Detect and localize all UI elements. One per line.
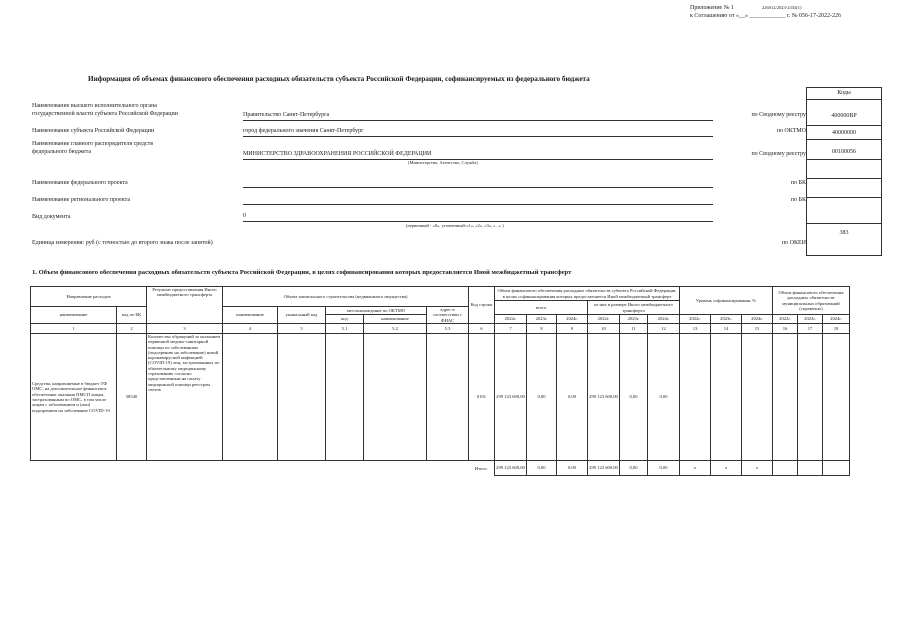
col-number: 8: [527, 324, 557, 334]
year-header: 2023г.: [527, 315, 557, 324]
unit-label: Единица измерения: руб (с точностью до второго знака после запятой): [32, 240, 213, 246]
code-grbs: 00100056: [807, 139, 881, 160]
code-regional-project: [807, 178, 881, 198]
appendix-label: Приложение № 1: [690, 5, 734, 11]
col-number: 4: [223, 324, 278, 334]
year-header: 2024г.: [557, 315, 588, 324]
header-unique: уникальный код: [278, 307, 326, 324]
col-number: 16: [773, 324, 798, 334]
col-number: 10: [588, 324, 620, 334]
cell-level-2024: [742, 334, 773, 461]
header-level: Уровень софинансирования, %: [680, 287, 773, 315]
cell-unique: [278, 334, 326, 461]
total-mun-2024: [823, 461, 850, 476]
col-number: 13: [680, 324, 711, 334]
registration-number: 226012/2023-2333(1): [762, 5, 802, 10]
header-row-code: Код строки: [469, 287, 495, 324]
field-value-executive-body: Правительство Санкт-Петербурга: [243, 112, 330, 118]
col-number: 14: [711, 324, 742, 334]
section-title: 1. Объем финансового обеспечения расходных обязательств субъекта Российской Федерации, в целях софинансирования которых предоставляется Иной межбюджетный трансферт: [32, 269, 572, 276]
header-incl: из них в размере Иного межбюджетного трансферта: [588, 301, 680, 315]
year-header: 2022г.: [773, 315, 798, 324]
year-header: 2024г.: [823, 315, 850, 324]
cell-imt-2024: 0,00: [648, 334, 680, 461]
field-value-grbs: МИНИСТЕРСТВО ЗДРАВООХРАНЕНИЯ РОССИЙСКОЙ ФЕДЕРАЦИИ: [243, 151, 432, 157]
col-number: 7: [495, 324, 527, 334]
header-object: Объект капитального строительства (недвижимого имущества): [223, 287, 469, 307]
field-value-subject: город федерального значения Санкт-Петербург: [243, 128, 364, 134]
cell-mun-2022: [773, 334, 798, 461]
header-address: адрес в соответствии с ФИАС: [427, 307, 469, 324]
header-loc-name: наименование: [364, 315, 427, 324]
col-number: 11: [620, 324, 648, 334]
col-number: 5: [278, 324, 326, 334]
col-number: 2: [117, 324, 147, 334]
total-total-2023: 0,00: [527, 461, 557, 476]
header-municipal: Объем финансового обеспечения расходных обязательств муниципальных образований (справочно): [773, 287, 850, 315]
total-total-2024: 0,00: [557, 461, 588, 476]
total-level-x: x: [742, 461, 773, 476]
cell-result: Количество обращений за оказанием первичной медико-санитарной помощи по заболеваниям (подозрению на заболевание) новой коронавирусной инфекцией (COVID-19) лиц, застрахованных по обязательному медицинскому страхованию согласно представленным на оплату медицинской помощи реестрам счетов: [147, 334, 223, 461]
field-label: Наименование высшего исполнительного органа: [32, 103, 157, 109]
field-label: федерального бюджета: [32, 149, 92, 155]
cell-bk-code: 58540: [117, 334, 147, 461]
field-label: Наименование главного распорядителя средств: [32, 141, 154, 147]
header-location: местонахождение по ОКТМО: [326, 307, 427, 315]
cell-row-code: 0101: [469, 334, 495, 461]
code-label: по Сводному реестру: [751, 112, 806, 118]
cell-imt-2022: 299 123 600,00: [588, 334, 620, 461]
header-volume: Объем финансового обеспечения расходных обязательств субъекта Российской Федерации, в целях софинансирования которых предоставляется Иной межбюджетный трансферт: [495, 287, 680, 301]
document-title: Информация об объемах финансового обеспечения расходных обязательств субъекта Российской Федерации, софинансируемых из федерального бюджета: [88, 75, 590, 83]
code-federal-project: [807, 159, 881, 179]
cell-loc-code: [326, 334, 364, 461]
total-imt-2022: 299 123 600,00: [588, 461, 620, 476]
cell-total-2024: 0,00: [557, 334, 588, 461]
year-header: 2022г.: [680, 315, 711, 324]
cell-level-2023: [711, 334, 742, 461]
year-header: 2024г.: [742, 315, 773, 324]
col-number: 5.1: [326, 324, 364, 334]
header-name: наименование: [31, 307, 117, 324]
code-oktmo: 40000000: [807, 125, 881, 140]
total-level-x: x: [680, 461, 711, 476]
header-result: Результат предоставления Иного межбюджетного трансферта: [147, 287, 223, 324]
cell-imt-2023: 0,00: [620, 334, 648, 461]
col-number: 17: [798, 324, 823, 334]
codes-box: [806, 87, 882, 256]
year-header: 2023г.: [711, 315, 742, 324]
col-number: 1: [31, 324, 117, 334]
cell-total-2023: 0,00: [527, 334, 557, 461]
year-header: 2023г.: [798, 315, 823, 324]
cell-address: [427, 334, 469, 461]
cell-obj-name: [223, 334, 278, 461]
col-number: 12: [648, 324, 680, 334]
header-bk-code: код по БК: [117, 307, 147, 324]
col-number: 15: [742, 324, 773, 334]
cell-direction: Средства, направляемые в бюджет ТФ ОМС, на дополнительное финансовое обеспечение оказания ПМСП лицам, застрахованным по ОМС, в том числе лицам с заболеванием и (или) подозрением на заболевание COVID-19: [31, 334, 117, 461]
total-level-x: x: [711, 461, 742, 476]
agreement-line: к Соглашению от «__» ____________ г. № 056-17-2022-226: [690, 13, 841, 19]
total-mun-2023: [798, 461, 823, 476]
header-loc-code: код: [326, 315, 364, 324]
col-number: 5.3: [427, 324, 469, 334]
totals-label: Итого:: [474, 465, 488, 471]
total-imt-2023: 0,00: [620, 461, 648, 476]
code-doc-type: [807, 197, 881, 224]
header-total: всего: [495, 301, 588, 315]
cell-mun-2024: [823, 334, 850, 461]
year-header: 2023г.: [620, 315, 648, 324]
totals-row: [31, 461, 850, 476]
col-number: 9: [557, 324, 588, 334]
col-number: 3: [147, 324, 223, 334]
codes-title: Коды: [807, 88, 881, 100]
year-header: 2024г.: [648, 315, 680, 324]
field-label: Наименование регионального проекта: [32, 197, 131, 203]
table-row: [31, 334, 850, 461]
field-label: Наименование федерального проекта: [32, 180, 128, 186]
col-number: 18: [823, 324, 850, 334]
col-number: 6: [469, 324, 495, 334]
financing-table: [30, 286, 850, 476]
total-total-2022: 299 123 600,00: [495, 461, 527, 476]
cell-total-2022: 299 123 600,00: [495, 334, 527, 461]
code-label: по Сводному реестру: [751, 151, 806, 157]
field-value-doc-type: 0: [243, 213, 246, 219]
field-label: государственной власти субъекта Российской Федерации: [32, 111, 178, 117]
code-label: по ОКТМО: [776, 128, 806, 134]
cell-level-2022: [680, 334, 711, 461]
code-label: по БК: [790, 197, 806, 203]
code-registry: 400000ВР: [807, 99, 881, 126]
total-imt-2024: 0,00: [648, 461, 680, 476]
year-header: 2022г.: [495, 315, 527, 324]
col-number: 5.2: [364, 324, 427, 334]
header-obj-name: наименование: [223, 307, 278, 324]
field-hint: (Министерство, Агентство, Служба): [408, 160, 478, 165]
total-mun-2022: [773, 461, 798, 476]
field-label: Вид документа: [32, 214, 71, 220]
cell-mun-2023: [798, 334, 823, 461]
cell-loc-name: [364, 334, 427, 461]
field-label: Наименование субъекта Российской Федерации: [32, 128, 155, 134]
header-direction: Направление расходов: [31, 287, 147, 307]
code-okei: 383: [839, 230, 849, 236]
code-label: по ОКЕИ: [781, 240, 806, 246]
code-label: по БК: [790, 180, 806, 186]
field-hint: (первичный - «0», уточненный-«1», «2», «3», «...» ): [406, 223, 504, 228]
year-header: 2022г.: [588, 315, 620, 324]
